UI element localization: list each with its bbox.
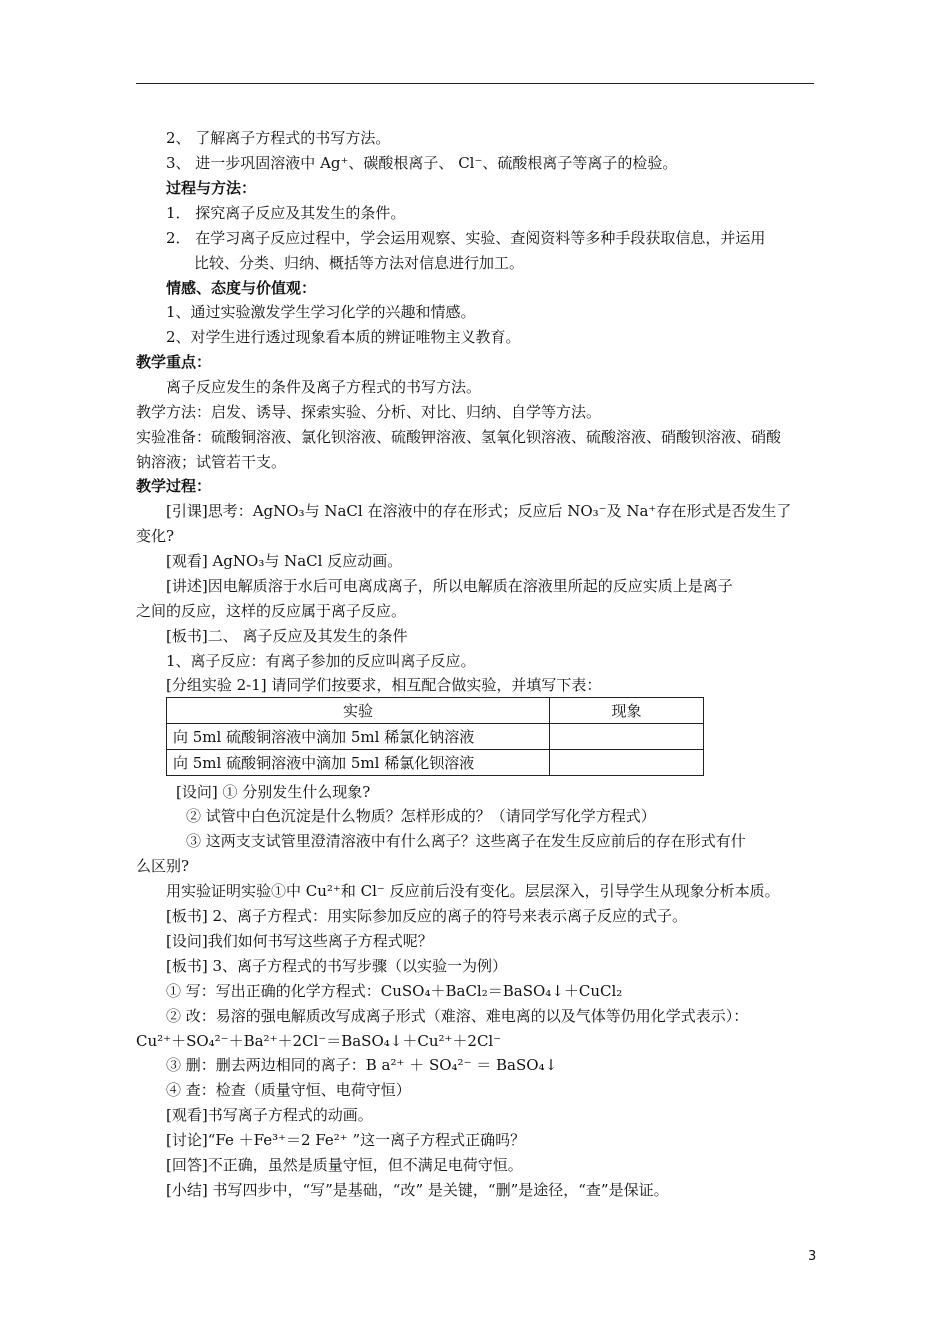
text-line: [设问] ① 分别发生什么现象? xyxy=(176,783,371,801)
text-line: 2、 了解离子方程式的书写方法。 xyxy=(166,129,391,147)
text-line: ③ 这两支支试管里澄清溶液中有什么离子？这些离子在发生反应前后的存在形式有什 xyxy=(186,832,746,850)
page-number: 3 xyxy=(808,1249,817,1264)
table-cell xyxy=(550,750,704,776)
text-line: [板书] 3、离子方程式的书写步骤（以实验一为例） xyxy=(166,957,508,975)
text-line: 1、通过实验激发学生学习化学的兴趣和情感。 xyxy=(166,303,476,321)
table-row xyxy=(167,750,704,776)
text-line: 教学方法：启发、诱导、探索实验、分析、对比、归纳、自学等方法。 xyxy=(136,403,602,421)
experiment-table xyxy=(166,697,704,776)
section-heading: 教学重点： xyxy=(136,353,212,371)
text-line: 2、对学生进行透过现象看本质的辨证唯物主义教育。 xyxy=(166,328,521,346)
text-line: [观看] AgNO₃与 NaCl 反应动画。 xyxy=(166,552,403,570)
section-heading: 情感、态度与价值观： xyxy=(166,279,317,297)
text-line: 3、 进一步巩固溶液中 Ag⁺、碳酸根离子、 Cl⁻、硫酸根离子等离子的检验。 xyxy=(166,154,678,172)
text-line: 1． 探究离子反应及其发生的条件。 xyxy=(166,204,406,222)
text-line: [观看]书写离子方程式的动画。 xyxy=(166,1106,373,1124)
text-line: 么区别? xyxy=(136,857,190,875)
text-line: 实验准备：硫酸铜溶液、氯化钡溶液、硫酸钾溶液、氢氧化钡溶液、硫酸溶液、硝酸钡溶液、硝酸 xyxy=(136,428,782,446)
text-line: [分组实验 2-1] 请同学们按要求，相互配合做实验，并填写下表： xyxy=(166,676,602,694)
text-line: 之间的反应，这样的反应属于离子反应。 xyxy=(136,602,407,620)
text-line: 变化? xyxy=(136,527,175,545)
text-line: 1、离子反应：有离子参加的反应叫离子反应。 xyxy=(166,652,476,670)
table-row xyxy=(167,724,704,750)
text-line: ④ 查：检查（质量守恒、电荷守恒） xyxy=(166,1081,411,1099)
header-rule xyxy=(136,83,814,84)
text-line: 钠溶液；试管若干支。 xyxy=(136,453,287,471)
table-header-cell: 现象 xyxy=(550,698,704,724)
text-line: [回答]不正确，虽然是质量守恒，但不满足电荷守恒。 xyxy=(166,1156,523,1174)
text-line: [引课]思考：AgNO₃与 NaCl 在溶液中的存在形式；反应后 NO₃⁻及 Na⁺存在形式是否发生了 xyxy=(166,502,792,520)
text-line: [小结] 书写四步中，“写”是基础，“改” 是关键，“删”是途径，“查”是保证。 xyxy=(166,1181,669,1199)
text-line: ③ 删：删去两边相同的离子：B a²⁺ ＋ SO₄²⁻ ＝ BaSO₄↓ xyxy=(166,1056,558,1074)
text-line: [讨论]“Fe ＋Fe³⁺＝2 Fe²⁺ ”这一离子方程式正确吗？ xyxy=(166,1131,526,1149)
table-cell: 向 5ml 硫酸铜溶液中滴加 5ml 稀氯化钡溶液 xyxy=(167,750,550,776)
text-line: [设问]我们如何书写这些离子方程式呢？ xyxy=(166,932,433,950)
table-header-cell: 实验 xyxy=(167,698,550,724)
text-line: 离子反应发生的条件及离子方程式的书写方法。 xyxy=(166,378,482,396)
table-header-row xyxy=(167,698,704,724)
text-line: Cu²⁺＋SO₄²⁻＋Ba²⁺＋2Cl⁻＝BaSO₄↓＋Cu²⁺＋2Cl⁻ xyxy=(136,1032,502,1050)
text-line: [板书]二、 离子反应及其发生的条件 xyxy=(166,627,408,645)
text-line: ② 试管中白色沉淀是什么物质？怎样形成的？（请同学写化学方程式） xyxy=(186,807,656,825)
table-cell: 向 5ml 硫酸铜溶液中滴加 5ml 稀氯化钠溶液 xyxy=(167,724,550,750)
section-heading: 过程与方法： xyxy=(166,179,257,197)
text-line: [讲述]因电解质溶于水后可电离成离子，所以电解质在溶液里所起的反应实质上是离子 xyxy=(166,577,733,595)
text-line: ② 改：易溶的强电解质改写成离子形式（难溶、难电离的以及气体等仍用化学式表示）： xyxy=(166,1007,749,1025)
text-line: [板书] 2、离子方程式：用实际参加反应的离子的符号来表示离子反应的式子。 xyxy=(166,907,688,925)
text-line: ① 写：写出正确的化学方程式：CuSO₄＋BaCl₂＝BaSO₄↓＋CuCl₂ xyxy=(166,982,623,1000)
table-cell xyxy=(550,724,704,750)
text-line: 2． 在学习离子反应过程中，学会运用观察、实验、查阅资料等多种手段获取信息，并运用 xyxy=(166,229,766,247)
section-heading: 教学过程： xyxy=(136,477,212,495)
text-line: 用实验证明实验①中 Cu²⁺和 Cl⁻ 反应前后没有变化。层层深入，引导学生从现象分析本质。 xyxy=(166,882,780,900)
text-line: 比较、分类、归纳、概括等方法对信息进行加工。 xyxy=(194,254,525,272)
